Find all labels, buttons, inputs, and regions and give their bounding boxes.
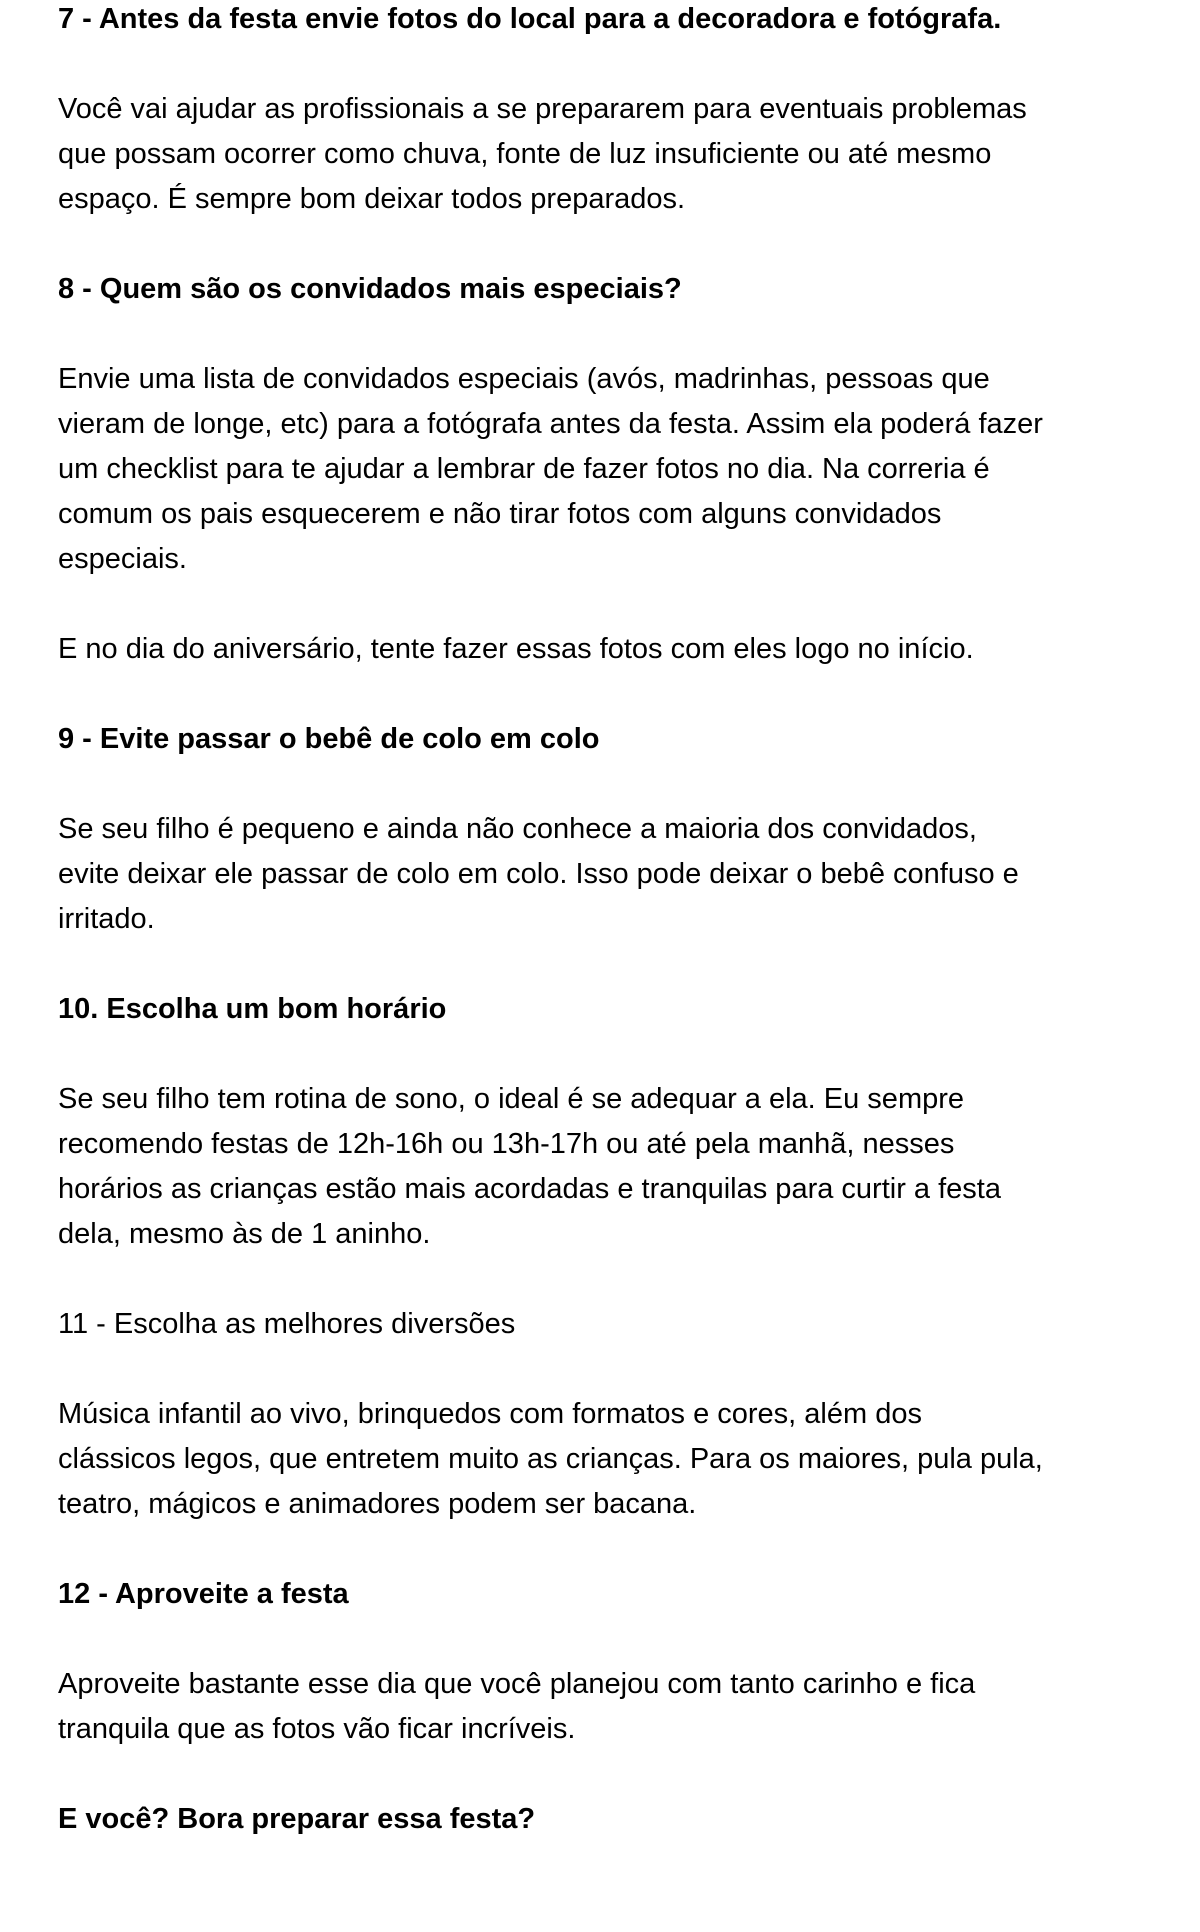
- text-line: Você vai ajudar as profissionais a se prepararem para eventuais problemas: [58, 93, 1027, 125]
- text-line: teatro, mágicos e animadores podem ser bacana.: [58, 1488, 697, 1520]
- section-8-heading: 8 - Quem são os convidados mais especiais?: [58, 273, 682, 305]
- section-12-heading: 12 - Aproveite a festa: [58, 1578, 349, 1610]
- text-line: dela, mesmo às de 1 aninho.: [58, 1218, 431, 1250]
- text-line: vieram de longe, etc) para a fotógrafa antes da festa. Assim ela poderá fazer: [58, 408, 1043, 440]
- text-line: Envie uma lista de convidados especiais (avós, madrinhas, pessoas que: [58, 363, 990, 395]
- section-9-paragraph: [58, 807, 1142, 942]
- text-line: recomendo festas de 12h-16h ou 13h-17h ou até pela manhã, nesses: [58, 1128, 955, 1160]
- section-7-heading: 7 - Antes da festa envie fotos do local para a decoradora e fotógrafa.: [58, 3, 1002, 35]
- text-line: especiais.: [58, 543, 187, 575]
- text-line: Se seu filho tem rotina de sono, o ideal é se adequar a ela. Eu sempre: [58, 1083, 965, 1115]
- text-line: Se seu filho é pequeno e ainda não conhece a maioria dos convidados,: [58, 813, 977, 845]
- text-line: clássicos legos, que entretem muito as crianças. Para os maiores, pula pula,: [58, 1443, 1043, 1475]
- text-line: um checklist para te ajudar a lembrar de fazer fotos no dia. Na correria é: [58, 453, 990, 485]
- closing-question: E você? Bora preparar essa festa?: [58, 1803, 536, 1835]
- text-line: comum os pais esquecerem e não tirar fotos com alguns convidados: [58, 498, 942, 530]
- text-line: horários as crianças estão mais acordadas e tranquilas para curtir a festa: [58, 1173, 1001, 1205]
- text-line: E no dia do aniversário, tente fazer essas fotos com eles logo no início.: [58, 633, 974, 665]
- section-9-heading: 9 - Evite passar o bebê de colo em colo: [58, 723, 600, 755]
- text-line: que possam ocorrer como chuva, fonte de luz insuficiente ou até mesmo: [58, 138, 992, 170]
- text-line: tranquila que as fotos vão ficar incríveis.: [58, 1713, 576, 1745]
- section-11-paragraph: [58, 1392, 1142, 1527]
- section-8-paragraph-2: [58, 627, 1142, 672]
- section-10-heading: 10. Escolha um bom horário: [58, 993, 447, 1025]
- text-line: Aproveite bastante esse dia que você planejou com tanto carinho e fica: [58, 1668, 976, 1700]
- text-line: espaço. É sempre bom deixar todos preparados.: [58, 183, 686, 215]
- section-8-paragraph: [58, 357, 1142, 582]
- section-7-paragraph: [58, 87, 1142, 222]
- section-12-paragraph: [58, 1662, 1142, 1752]
- section-11-heading: 11 - Escolha as melhores diversões: [58, 1308, 516, 1340]
- text-line: Música infantil ao vivo, brinquedos com formatos e cores, além dos: [58, 1398, 922, 1430]
- section-10-paragraph: [58, 1077, 1142, 1257]
- text-line: irritado.: [58, 903, 155, 935]
- text-line: evite deixar ele passar de colo em colo. Isso pode deixar o bebê confuso e: [58, 858, 1019, 890]
